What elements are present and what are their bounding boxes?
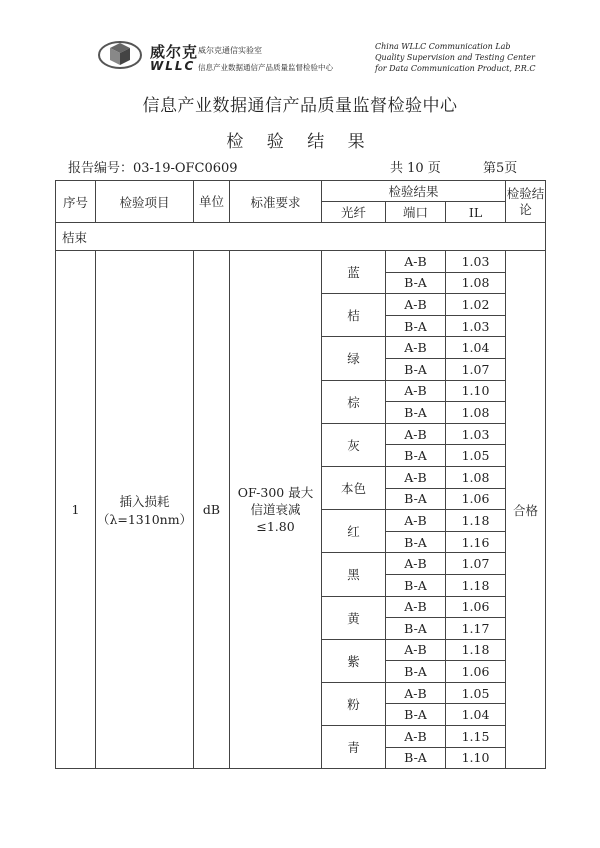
port-cell: A-B (386, 423, 446, 445)
il-cell: 1.10 (446, 380, 506, 402)
header-item: 检验项目 (96, 181, 194, 223)
port-cell: B-A (386, 445, 446, 467)
header-unit: 单位 (194, 181, 230, 223)
il-cell: 1.04 (446, 337, 506, 359)
header-seq: 序号 (56, 181, 96, 223)
total-pages: 共 10 页 (390, 161, 441, 176)
fiber-color: 棕 (322, 380, 386, 423)
fiber-color: 桔 (322, 294, 386, 337)
fiber-color: 黑 (322, 553, 386, 596)
port-cell: B-A (386, 747, 446, 769)
brand-name-cn: 威尔克 (150, 43, 199, 61)
row-conclusion: 合格 (506, 251, 546, 769)
port-cell: A-B (386, 639, 446, 661)
il-cell: 1.16 (446, 531, 506, 553)
il-cell: 1.08 (446, 466, 506, 488)
row-standard: OF-300 最大信道衰减≤1.80 (230, 251, 322, 769)
port-cell: A-B (386, 596, 446, 618)
il-cell: 1.06 (446, 596, 506, 618)
il-cell: 1.03 (446, 315, 506, 337)
port-cell: A-B (386, 466, 446, 488)
port-cell: B-A (386, 488, 446, 510)
port-cell: B-A (386, 402, 446, 424)
port-cell: A-B (386, 726, 446, 748)
port-cell: B-A (386, 704, 446, 726)
port-cell: A-B (386, 553, 446, 575)
fiber-color: 红 (322, 510, 386, 553)
lab-name-en: China WLLC Communication Lab (375, 42, 511, 51)
fiber-color: 灰 (322, 423, 386, 466)
header-result: 检验结果 (322, 181, 506, 202)
port-cell: A-B (386, 251, 446, 273)
port-cell: A-B (386, 682, 446, 704)
brand-name-en: WLLC (150, 59, 196, 73)
fiber-color: 绿 (322, 337, 386, 380)
port-cell: A-B (386, 510, 446, 532)
table-row (56, 251, 546, 273)
il-cell: 1.08 (446, 402, 506, 424)
header-il: IL (446, 202, 506, 223)
document-title: 信息产业数据通信产品质量监督检验中心 (142, 96, 458, 116)
port-cell: B-A (386, 315, 446, 337)
il-cell: 1.06 (446, 488, 506, 510)
port-cell: A-B (386, 337, 446, 359)
group-label: 桔束 (56, 223, 546, 251)
row-seq: 1 (56, 251, 96, 769)
row-item-name: 插入损耗 (119, 493, 170, 509)
header-port: 端口 (386, 202, 446, 223)
il-cell: 1.07 (446, 553, 506, 575)
group-row (56, 223, 546, 251)
row-item-wavelength: （λ=1310nm） (96, 511, 193, 527)
fiber-color: 紫 (322, 639, 386, 682)
il-cell: 1.06 (446, 661, 506, 683)
center-line1-en: Quality Supervision and Testing Center (375, 53, 535, 62)
il-cell: 1.03 (446, 423, 506, 445)
il-cell: 1.17 (446, 618, 506, 640)
header-standard: 标准要求 (230, 181, 322, 223)
il-cell: 1.08 (446, 272, 506, 294)
fiber-color: 本色 (322, 466, 386, 509)
header-row (56, 181, 546, 202)
il-cell: 1.03 (446, 251, 506, 273)
fiber-color: 蓝 (322, 251, 386, 294)
header-conclusion: 检验结论 (506, 181, 546, 223)
header-fiber: 光纤 (322, 202, 386, 223)
port-cell: B-A (386, 661, 446, 683)
row-item (96, 251, 194, 769)
port-cell: B-A (386, 531, 446, 553)
il-cell: 1.02 (446, 294, 506, 316)
il-cell: 1.18 (446, 574, 506, 596)
il-cell: 1.18 (446, 510, 506, 532)
row-unit: dB (194, 251, 230, 769)
report-number: 报告编号：03-19-OFC0609 (68, 161, 238, 176)
port-cell: B-A (386, 272, 446, 294)
il-cell: 1.05 (446, 682, 506, 704)
lab-name-cn: 威尔克通信实验室 (198, 46, 262, 55)
center-name-cn: 信息产业数据通信产品质量监督检验中心 (198, 63, 333, 72)
letterhead-english (375, 41, 535, 74)
il-cell: 1.15 (446, 726, 506, 748)
fiber-color: 粉 (322, 682, 386, 725)
wllc-logo-icon (98, 36, 142, 70)
il-cell: 1.07 (446, 358, 506, 380)
center-line2-en: for Data Communication Product, P.R.C (375, 64, 536, 73)
il-cell: 1.10 (446, 747, 506, 769)
document-subtitle: 检 验 结 果 (226, 132, 374, 152)
il-cell: 1.05 (446, 445, 506, 467)
page-number: 第5页 (483, 161, 518, 176)
port-cell: B-A (386, 618, 446, 640)
results-table (55, 180, 546, 769)
il-cell: 1.18 (446, 639, 506, 661)
port-cell: A-B (386, 294, 446, 316)
port-cell: A-B (386, 380, 446, 402)
port-cell: B-A (386, 574, 446, 596)
fiber-color: 黄 (322, 596, 386, 639)
fiber-color: 青 (322, 726, 386, 769)
il-cell: 1.04 (446, 704, 506, 726)
port-cell: B-A (386, 358, 446, 380)
